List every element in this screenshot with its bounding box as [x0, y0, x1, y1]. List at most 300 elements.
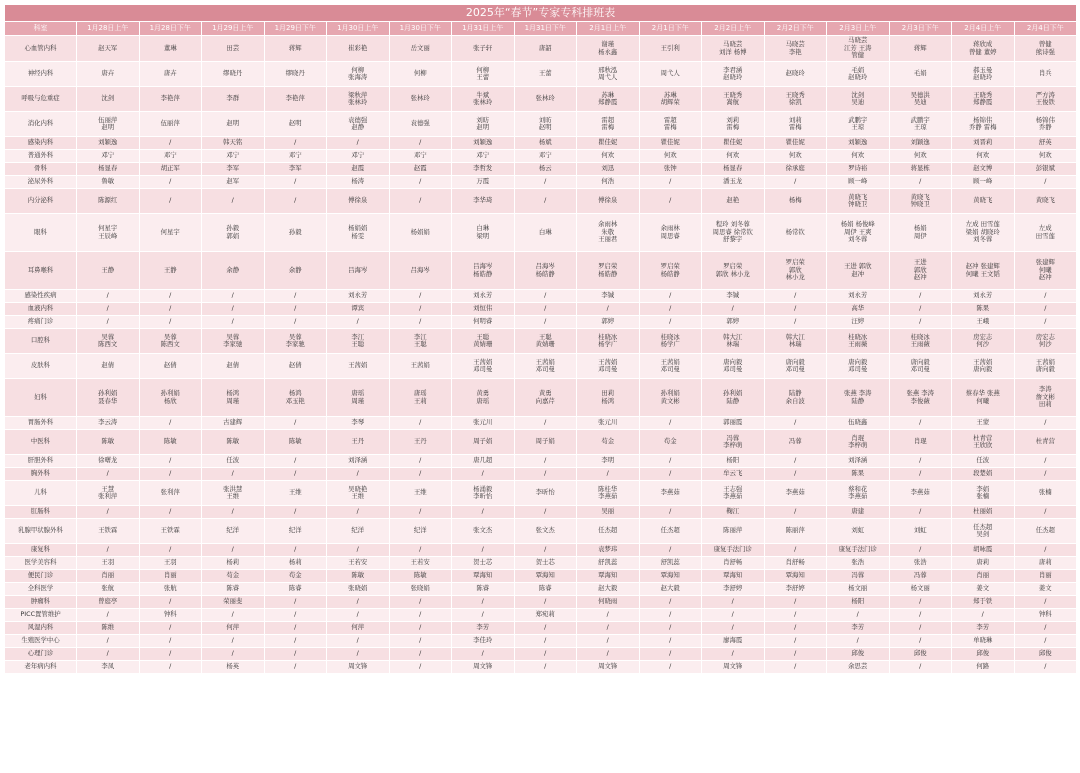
schedule-cell: /: [639, 544, 702, 557]
schedule-cell: /: [264, 506, 327, 519]
schedule-cell: /: [889, 417, 952, 430]
schedule-cell: 郭婷: [702, 316, 765, 329]
schedule-cell: [389, 379, 452, 417]
schedule-cell-line: 张林玲: [348, 98, 368, 106]
schedule-cell: 邓宁: [139, 150, 202, 163]
schedule-cell: 何明睿: [452, 316, 515, 329]
schedule-cell: [77, 379, 140, 417]
schedule-cell-line: 王琼: [913, 123, 927, 131]
schedule-cell: 周子娟: [514, 430, 577, 455]
schedule-cell: [702, 329, 765, 354]
table-row: [5, 519, 1077, 544]
schedule-cell: /: [889, 596, 952, 609]
schedule-cell: 任杰超: [577, 519, 640, 544]
schedule-cell-line: 唐向毅: [1035, 365, 1055, 373]
schedule-cell: 王铁霖: [139, 519, 202, 544]
schedule-cell: /: [327, 468, 390, 481]
schedule-cell: 任杰超: [1014, 519, 1077, 544]
schedule-cell: /: [264, 176, 327, 189]
schedule-cell: [452, 87, 515, 112]
schedule-cell: [452, 112, 515, 137]
schedule-cell: 毛娟: [889, 62, 952, 87]
schedule-cell: [889, 189, 952, 214]
schedule-cell-line: 赵冲: [851, 269, 865, 278]
schedule-cell-line: 唐向毅: [910, 357, 930, 366]
schedule-cell: /: [389, 137, 452, 150]
schedule-cell: 李军: [264, 163, 327, 176]
schedule-cell: 伍丽萍: [139, 112, 202, 137]
schedule-cell: [952, 36, 1015, 62]
schedule-cell-line: 张洪慧: [223, 484, 243, 493]
schedule-cell: 刘虹: [889, 519, 952, 544]
schedule-cell: 陈果: [827, 468, 890, 481]
department-name: 肛肠科: [5, 506, 77, 519]
schedule-cell-line: 杨皓静: [598, 269, 618, 278]
schedule-cell: 杨涛: [327, 176, 390, 189]
department-name: 耳鼻喉科: [5, 252, 77, 290]
department-name: PICC置管维护: [5, 609, 77, 622]
schedule-cell-line: 邓司曼: [598, 365, 618, 373]
column-header-date: 1月28日下午: [139, 22, 202, 36]
schedule-cell-line: 詹文彬: [1035, 392, 1055, 401]
schedule-cell: /: [452, 468, 515, 481]
schedule-cell: [452, 252, 515, 290]
schedule-cell-line: 熊诗强: [1035, 47, 1055, 56]
schedule-cell: 何欢: [764, 150, 827, 163]
schedule-cell-line: 王聪: [476, 332, 490, 341]
schedule-cell: 张浩: [889, 557, 952, 570]
schedule-cell: [952, 379, 1015, 417]
schedule-cell-line: 张利萍: [98, 492, 118, 500]
schedule-cell: /: [764, 290, 827, 303]
schedule-cell: /: [452, 596, 515, 609]
schedule-cell: /: [264, 622, 327, 635]
schedule-cell: /: [889, 176, 952, 189]
schedule-cell: 邱俊: [889, 648, 952, 661]
schedule-cell: /: [1014, 176, 1077, 189]
schedule-cell: 覃海知: [577, 570, 640, 583]
schedule-cell-line: 郭欣: [913, 265, 927, 274]
schedule-cell: /: [764, 417, 827, 430]
schedule-cell: /: [639, 417, 702, 430]
table-row: [5, 609, 1077, 622]
schedule-cell-line: 罗启荣: [660, 262, 680, 271]
department-name: 医学美容科: [5, 557, 77, 570]
schedule-cell: 张元川: [452, 417, 515, 430]
schedule-cell: 瞿佳妮: [702, 137, 765, 150]
schedule-cell: /: [264, 137, 327, 150]
schedule-cell-line: 吴迪: [851, 98, 865, 106]
schedule-cell-line: 王茜娟: [973, 357, 993, 366]
table-row: [5, 290, 1077, 303]
schedule-cell-line: 王雨薇: [910, 340, 930, 348]
schedule-cell: [452, 379, 515, 417]
column-header-date: 1月31日上午: [452, 22, 515, 36]
schedule-cell: 赵天军: [77, 36, 140, 62]
schedule-cell: 陈敏: [139, 430, 202, 455]
schedule-cell-line: 何曦: [976, 396, 990, 405]
schedule-cell: 何柳: [389, 62, 452, 87]
schedule-cell: /: [202, 189, 265, 214]
schedule-cell: [1014, 329, 1077, 354]
schedule-cell: 杨云: [514, 163, 577, 176]
schedule-cell: 曾庭亭: [77, 596, 140, 609]
schedule-cell: [764, 252, 827, 290]
schedule-cell-line: 王雨薇: [848, 340, 868, 348]
schedule-cell: /: [827, 609, 890, 622]
schedule-cell: 赵倩: [139, 354, 202, 379]
schedule-cell: /: [764, 622, 827, 635]
schedule-cell: 覃海知: [702, 570, 765, 583]
schedule-cell: /: [702, 303, 765, 316]
schedule-cell: /: [764, 544, 827, 557]
schedule-cell: [639, 354, 702, 379]
schedule-cell: 张元川: [577, 417, 640, 430]
schedule-cell: 何星宇: [139, 214, 202, 252]
schedule-cell-line: 王维: [351, 492, 365, 500]
schedule-cell-line: 林瑞: [788, 340, 802, 348]
schedule-cell: /: [1014, 635, 1077, 648]
schedule-cell: 唐卉: [77, 62, 140, 87]
schedule-cell: 蒋辉: [264, 36, 327, 62]
schedule-cell: [514, 252, 577, 290]
schedule-cell-line: 王茜娟: [1035, 357, 1055, 366]
schedule-cell: 钟科: [139, 609, 202, 622]
schedule-cell: 邓宁: [264, 150, 327, 163]
schedule-cell: /: [1014, 455, 1077, 468]
schedule-cell: [827, 430, 890, 455]
schedule-cell-line: 苏琳: [601, 90, 615, 99]
schedule-cell: /: [764, 596, 827, 609]
schedule-cell-line: 何柳: [351, 65, 365, 74]
table-row: [5, 316, 1077, 329]
schedule-cell: /: [1014, 544, 1077, 557]
schedule-cell: [889, 87, 952, 112]
schedule-cell: 任杰超: [639, 519, 702, 544]
table-row: [5, 596, 1077, 609]
schedule-cell: [514, 329, 577, 354]
schedule-cell: [202, 379, 265, 417]
schedule-cell: 周文锋: [702, 661, 765, 674]
schedule-cell: [827, 354, 890, 379]
schedule-cell: 张晓娟: [389, 583, 452, 596]
schedule-cell-line: 邓司曼: [723, 365, 743, 373]
schedule-cell: 单晓琳: [952, 635, 1015, 648]
schedule-cell: /: [327, 596, 390, 609]
schedule-cell: /: [139, 176, 202, 189]
schedule-cell: 冯蓉: [764, 430, 827, 455]
schedule-cell: 刘晋莉: [952, 137, 1015, 150]
schedule-cell: 杨文丽: [889, 583, 952, 596]
schedule-cell: 陈源红: [77, 189, 140, 214]
department-name: 呼吸与危重症: [5, 87, 77, 112]
schedule-cell: [327, 112, 390, 137]
schedule-cell-line: 陈桂华: [598, 484, 618, 493]
schedule-cell: /: [577, 635, 640, 648]
schedule-cell: 唐莉: [952, 557, 1015, 570]
schedule-cell: /: [889, 635, 952, 648]
column-header-date: 2月4日上午: [952, 22, 1015, 36]
schedule-cell: 王静: [139, 252, 202, 290]
department-name: 全科医学: [5, 583, 77, 596]
schedule-cell-line: 王晓秀: [723, 90, 743, 99]
schedule-cell: /: [77, 609, 140, 622]
schedule-cell: [452, 329, 515, 354]
schedule-cell: 刘永芳: [452, 290, 515, 303]
schedule-cell: /: [639, 316, 702, 329]
schedule-cell: [514, 379, 577, 417]
schedule-cell: [1014, 36, 1077, 62]
schedule-cell-line: 黄晓飞: [910, 192, 930, 201]
schedule-cell-line: 王丽君: [598, 235, 618, 244]
schedule-cell: 纪洋: [264, 519, 327, 544]
schedule-cell: /: [389, 635, 452, 648]
schedule-cell: /: [389, 609, 452, 622]
schedule-cell: 郑宛莉: [514, 609, 577, 622]
schedule-cell: 赵艳: [702, 189, 765, 214]
schedule-cell: 张文杰: [452, 519, 515, 544]
schedule-cell: 李昕怡: [514, 481, 577, 506]
schedule-cell: 杨显春: [702, 163, 765, 176]
schedule-cell-line: 赵晓玲: [973, 73, 993, 81]
schedule-cell-line: 王茜娟: [660, 357, 680, 366]
schedule-cell-line: 陆静: [851, 396, 865, 405]
schedule-cell: 伍晓鑫: [827, 417, 890, 430]
schedule-cell-line: 田莉: [601, 389, 615, 398]
table-row: [5, 176, 1077, 189]
schedule-cell-line: 李江: [351, 332, 365, 341]
schedule-cell-line: 赵冲: [1038, 273, 1052, 282]
schedule-cell-line: 雷梅: [601, 123, 615, 131]
schedule-cell: 李艳萍: [139, 87, 202, 112]
schedule-cell-line: 王茜娟: [535, 357, 555, 366]
schedule-cell: 王静: [77, 252, 140, 290]
schedule-cell: 吕海岑: [389, 252, 452, 290]
schedule-cell: 杨文丽: [827, 583, 890, 596]
schedule-cell: [327, 379, 390, 417]
schedule-cell-line: 向嘉芹: [535, 396, 555, 405]
department-name: 乳腺甲状腺外科: [5, 519, 77, 544]
schedule-cell-line: 余雨林: [598, 220, 618, 229]
schedule-cell: /: [639, 176, 702, 189]
schedule-cell: 任波: [202, 455, 265, 468]
schedule-cell-line: 赵晓玲: [723, 73, 743, 81]
schedule-cell-line: 曾健 董婷: [968, 47, 997, 56]
schedule-cell-line: 王聪: [538, 332, 552, 341]
schedule-cell-line: 吴蓉: [163, 332, 177, 341]
column-header-date: 1月29日下午: [264, 22, 327, 36]
schedule-cell-line: 杨学广: [660, 340, 680, 348]
schedule-cell: 刘颖逸: [452, 137, 515, 150]
schedule-cell-line: 张林玲: [473, 98, 493, 106]
schedule-cell: [827, 36, 890, 62]
schedule-cell: 纪洋: [389, 519, 452, 544]
schedule-cell: /: [952, 609, 1015, 622]
schedule-cell: /: [452, 544, 515, 557]
schedule-cell: /: [889, 290, 952, 303]
schedule-cell: /: [514, 468, 577, 481]
schedule-cell: [1014, 252, 1077, 290]
schedule-cell: 赵倩: [77, 354, 140, 379]
schedule-cell: 刘颖逸: [889, 137, 952, 150]
table-row: [5, 252, 1077, 290]
schedule-cell: /: [1014, 417, 1077, 430]
schedule-cell-line: 吴晓艳: [348, 484, 368, 493]
schedule-cell: /: [764, 648, 827, 661]
schedule-cell-line: 刘昉: [476, 115, 490, 124]
schedule-cell: [952, 87, 1015, 112]
schedule-cell: /: [139, 622, 202, 635]
schedule-cell: 李铖: [577, 290, 640, 303]
schedule-cell: 苟金: [639, 430, 702, 455]
schedule-cell: 万霞: [452, 176, 515, 189]
schedule-cell: 余静: [202, 252, 265, 290]
schedule-cell: [639, 214, 702, 252]
schedule-cell: 唐几超: [452, 455, 515, 468]
schedule-cell: /: [827, 635, 890, 648]
schedule-cell: [77, 329, 140, 354]
schedule-cell: /: [889, 455, 952, 468]
schedule-cell: 潘玉龙: [702, 176, 765, 189]
schedule-cell-line: 任杰超: [973, 522, 993, 531]
schedule-cell-line: 吴迪: [913, 98, 927, 106]
schedule-cell: [702, 62, 765, 87]
schedule-cell-line: 罗启荣: [723, 262, 743, 271]
schedule-cell: 周弋人: [639, 62, 702, 87]
schedule-cell: /: [389, 316, 452, 329]
schedule-cell: /: [139, 661, 202, 674]
schedule-cell: [1014, 214, 1077, 252]
schedule-cell: [577, 36, 640, 62]
column-header-date: 2月1日下午: [639, 22, 702, 36]
schedule-cell: /: [702, 622, 765, 635]
schedule-cell: /: [639, 622, 702, 635]
schedule-cell: 李舒婷: [702, 583, 765, 596]
schedule-cell-line: 乔静: [1038, 123, 1052, 131]
schedule-cell: [577, 62, 640, 87]
schedule-cell: /: [514, 176, 577, 189]
schedule-cell: /: [327, 635, 390, 648]
schedule-cell: 赵晓玲: [764, 62, 827, 87]
schedule-cell-line: 唐向毅: [785, 357, 805, 366]
schedule-cell: 刘永芳: [952, 290, 1015, 303]
schedule-cell: [452, 354, 515, 379]
schedule-cell: /: [389, 176, 452, 189]
schedule-cell: [577, 112, 640, 137]
schedule-cell: /: [514, 596, 577, 609]
schedule-cell: 赵倩: [202, 354, 265, 379]
table-row: [5, 557, 1077, 570]
schedule-cell-line: 周瑾: [226, 396, 240, 405]
schedule-cell-line: 管健: [851, 51, 865, 60]
schedule-cell: 覃海知: [764, 570, 827, 583]
schedule-cell: [639, 112, 702, 137]
schedule-cell-line: 唐向毅: [973, 365, 993, 373]
schedule-cell: /: [77, 635, 140, 648]
schedule-cell: [514, 354, 577, 379]
schedule-cell: 赵霞: [327, 163, 390, 176]
schedule-cell: 肖丽: [952, 570, 1015, 583]
schedule-cell: 覃海知: [514, 570, 577, 583]
schedule-cell-line: 桂晓冰: [598, 332, 618, 341]
schedule-cell-line: 赵冲 张建辉: [965, 262, 1000, 271]
schedule-cell: /: [514, 544, 577, 557]
schedule-cell: 顾一峰: [827, 176, 890, 189]
schedule-cell: [327, 329, 390, 354]
schedule-cell-line: 李昕怡: [473, 492, 493, 500]
schedule-cell: 贺士芯: [514, 557, 577, 570]
schedule-cell: /: [889, 316, 952, 329]
schedule-cell: 瞿佳妮: [764, 137, 827, 150]
schedule-cell-line: 黄婧珊: [535, 340, 555, 348]
schedule-cell: 李华琦: [452, 189, 515, 214]
schedule-cell: /: [389, 661, 452, 674]
schedule-cell: [327, 87, 390, 112]
schedule-cell-line: 郑静霞: [973, 98, 993, 106]
schedule-cell: 李芳: [952, 622, 1015, 635]
schedule-cell-line: 王进 郭欣: [843, 262, 872, 271]
schedule-cell: /: [1014, 661, 1077, 674]
schedule-cell: /: [264, 648, 327, 661]
schedule-cell-line: 刘莉: [788, 115, 802, 124]
schedule-cell: 李舒婷: [764, 583, 827, 596]
schedule-cell: 钟科: [1014, 609, 1077, 622]
schedule-cell: 古建辉: [202, 417, 265, 430]
schedule-cell: 黄晓飞: [952, 189, 1015, 214]
schedule-cell: [139, 329, 202, 354]
column-header-date: 1月30日下午: [389, 22, 452, 36]
schedule-cell-line: 李君涵: [723, 65, 743, 74]
schedule-cell: /: [202, 635, 265, 648]
schedule-cell: [577, 354, 640, 379]
schedule-cell: /: [1014, 290, 1077, 303]
schedule-cell: [702, 36, 765, 62]
schedule-cell-line: 李娟: [976, 484, 990, 493]
schedule-cell: 肖舒畅: [764, 557, 827, 570]
schedule-cell-line: 程玲 刘冬蓉: [715, 220, 750, 229]
schedule-cell-line: 周思睿 徐常钦: [712, 227, 753, 236]
schedule-cell: /: [202, 468, 265, 481]
schedule-cell-line: 田莉: [1038, 400, 1052, 409]
schedule-cell: /: [139, 635, 202, 648]
schedule-cell-line: 刘冬蓉: [973, 235, 993, 244]
schedule-cell-line: 杨学广: [598, 340, 618, 348]
schedule-cell: [827, 189, 890, 214]
schedule-cell-line: 郑静霞: [598, 98, 618, 106]
department-name: 血液内科: [5, 303, 77, 316]
schedule-cell-line: 杨锦伟: [1035, 115, 1055, 124]
schedule-cell-line: 黄勇: [538, 389, 552, 398]
schedule-cell: 王维: [389, 481, 452, 506]
schedule-cell: [702, 430, 765, 455]
schedule-cell: [702, 214, 765, 252]
schedule-cell: /: [764, 316, 827, 329]
schedule-cell: 何萍: [327, 622, 390, 635]
schedule-cell-line: 白琳: [476, 224, 490, 233]
schedule-cell-line: 周伊: [913, 231, 927, 240]
schedule-cell-line: 李燕茹: [598, 492, 618, 500]
schedule-cell: 廖海霞: [702, 635, 765, 648]
schedule-cell-line: 王聪: [413, 340, 427, 348]
column-header-date: 2月4日下午: [1014, 22, 1077, 36]
schedule-cell: 王羽: [139, 557, 202, 570]
schedule-cell: 董琳: [139, 36, 202, 62]
schedule-cell: [702, 87, 765, 112]
department-name: 疼痛门诊: [5, 316, 77, 329]
schedule-cell: 李芳: [827, 622, 890, 635]
department-name: 普通外科: [5, 150, 77, 163]
schedule-cell: [327, 62, 390, 87]
